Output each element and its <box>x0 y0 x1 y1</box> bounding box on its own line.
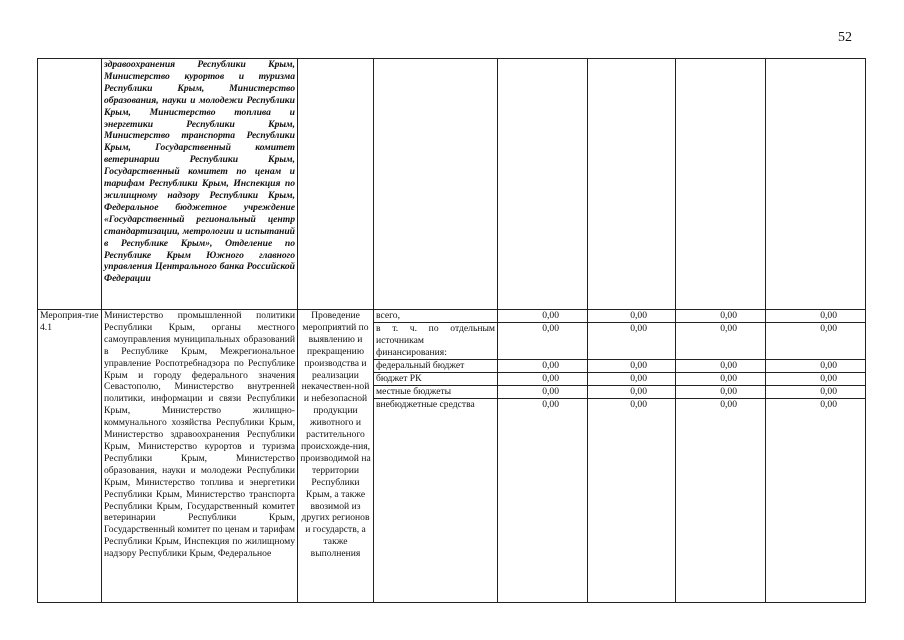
value-federal: 0,00 <box>766 360 865 373</box>
value-extrabudget: 0,00 <box>820 399 837 410</box>
source-cell-empty <box>374 59 498 310</box>
value-local: 0,00 <box>766 386 865 399</box>
value-federal: 0,00 <box>498 360 587 373</box>
activity-label-cell-empty <box>38 59 102 310</box>
value-total: 0,00 <box>588 310 675 323</box>
page-number: 52 <box>838 30 852 45</box>
funding-source-federal: федеральный бюджет <box>374 360 497 373</box>
value-cell-empty-1 <box>498 59 588 310</box>
value-local: 0,00 <box>676 386 765 399</box>
funding-values-col-3 <box>676 310 766 603</box>
value-federal: 0,00 <box>588 360 675 373</box>
value-cell-empty-4 <box>766 59 866 310</box>
value-breakdown: 0,00 <box>766 323 865 360</box>
funding-source-local: местные бюджеты <box>374 386 497 399</box>
continuation-executors: здравоохранения Республики Крым, Министерство курортов и туризма Республики Крым, Министерство образования, науки и молодежи Республики Крым, Министерство топлива и энергетики Республики Крым, Министерство транспорта Республики Крым, Государственный комитет ветеринарии Республики Крым, Государственный комитет по ценам и тарифам Республики Крым, Инспекция по жилищному надзору Республики Крым, Федеральное бюджетное учреждение «Государственный региональный центр стандартизации, метрологии и испытаний в Республике Крым», Отделение по Республике Крым Южного главного управления Центрального банка Российской Федерации <box>102 59 298 310</box>
value-republic: 0,00 <box>766 373 865 386</box>
value-republic: 0,00 <box>498 373 587 386</box>
continuation-row <box>38 59 866 310</box>
value-extrabudget: 0,00 <box>630 399 647 410</box>
activity-executors: Министерство промышленной политики Республики Крым, органы местного самоуправления муниципальных образований в Республике Крым, Межрегиональное управление Роспотребнадзора по Республике Крым и городу федерального значения Севастополю, Министерство внутренней политики, информации и связи Республики Крым, Министерство жилищно-коммунального хозяйства Республики Крым, Министерство здравоохранения Республики Крым, Министерство курортов и туризма Республики Крым, Министерство образования, науки и молодежи Республики Крым, Министерство топлива и энергетики Республики Крым, Министерство транспорта Республики Крым, Государственный комитет ветеринарии Республики Крым, Государственный комитет по ценам и тарифам Республики Крым, Инспекция по жилищному надзору Республики Крым, Федеральное <box>102 310 298 603</box>
funding-source-extrabudget: внебюджетные средства <box>376 399 475 410</box>
value-local: 0,00 <box>498 386 587 399</box>
value-extrabudget: 0,00 <box>720 399 737 410</box>
value-federal: 0,00 <box>676 360 765 373</box>
value-total: 0,00 <box>766 310 865 323</box>
description-cell-empty <box>298 59 374 310</box>
value-republic: 0,00 <box>676 373 765 386</box>
value-total: 0,00 <box>498 310 587 323</box>
funding-source-total: всего, <box>374 310 497 323</box>
value-breakdown: 0,00 <box>588 323 675 360</box>
value-local: 0,00 <box>588 386 675 399</box>
value-extrabudget: 0,00 <box>542 399 559 410</box>
funding-source-republic: бюджет РК <box>374 373 497 386</box>
activity-description: Проведение мероприятий по выявлению и прекращению производства и реализации некачествен-ной и небезопасной продукции животного и растительного происхожде-ния, производимой на территории Республики Крым, а также ввозимой из других регионов и государств, а также выполнения <box>298 310 374 603</box>
value-breakdown: 0,00 <box>498 323 587 360</box>
activity-row <box>38 310 866 603</box>
funding-values-col-2 <box>588 310 676 603</box>
value-cell-empty-3 <box>676 59 766 310</box>
value-breakdown: 0,00 <box>676 323 765 360</box>
program-table <box>37 58 866 603</box>
funding-values-col-1 <box>498 310 588 603</box>
funding-values-col-4 <box>766 310 866 603</box>
value-republic: 0,00 <box>588 373 675 386</box>
funding-sources <box>374 310 498 603</box>
funding-source-breakdown: в т. ч. по отдельным источникам финансирования: <box>376 323 495 358</box>
value-total: 0,00 <box>676 310 765 323</box>
value-cell-empty-2 <box>588 59 676 310</box>
activity-label: Мероприя-тие 4.1 <box>38 310 102 603</box>
